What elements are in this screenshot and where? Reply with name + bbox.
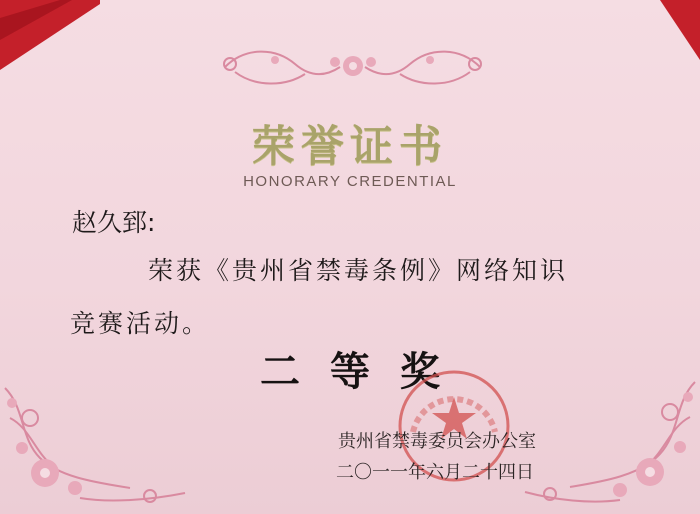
ribbon-corner-top-right — [640, 0, 700, 60]
issue-date: 二〇一一年六月二十四日 — [336, 462, 534, 483]
certificate-subtitle: HONORARY CREDENTIAL — [243, 173, 457, 190]
floral-ornament-bottom-right — [520, 372, 700, 514]
floral-ornament-top — [215, 42, 490, 92]
award-description-line1: 荣获《贵州省禁毒条例》网络知识 — [148, 256, 569, 285]
floral-ornament-bottom-left — [0, 378, 190, 514]
recipient-name: 赵久郅: — [72, 208, 156, 237]
award-level: 二等奖 — [260, 348, 470, 395]
award-description-line2: 竞赛活动。 — [70, 309, 211, 338]
issuer-name: 贵州省禁毒委员会办公室 — [338, 431, 536, 452]
certificate-title: 荣誉证书 — [252, 122, 448, 172]
ribbon-corner-top-left — [0, 0, 100, 80]
